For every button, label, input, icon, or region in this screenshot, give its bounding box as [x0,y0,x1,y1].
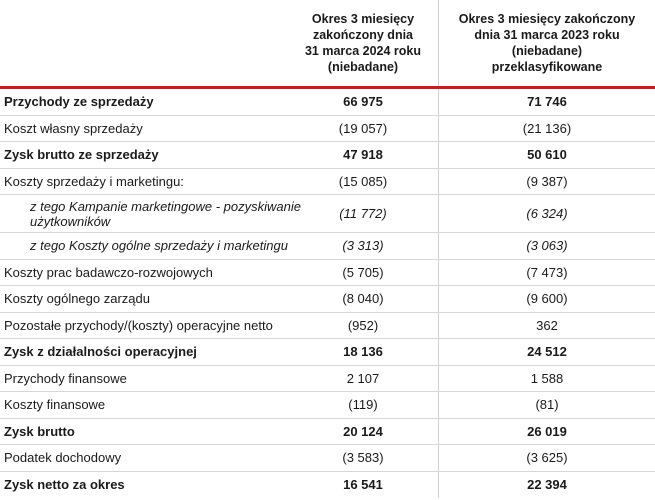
table-row [0,472,655,499]
value-2023: (3 063) [438,233,655,259]
value-2024: (119) [348,397,378,413]
value-2024: 66 975 [343,94,383,110]
value-2024: (3 313) [342,238,384,254]
row-label: Przychody finansowe [4,370,127,386]
value-2023: 50 610 [438,142,655,168]
value-2024: 16 541 [343,477,383,493]
value-2023: (9 387) [438,169,655,195]
value-2024: (19 057) [338,120,388,136]
value-2023: (7 473) [438,260,655,286]
table-body [0,89,655,498]
value-2024: (5 705) [342,264,384,280]
row-label: Zysk z działalności operacyjnej [4,344,197,360]
row-label: Zysk netto za okres [4,477,125,493]
row-label: Koszty ogólnego zarządu [4,291,150,307]
table-row [0,366,655,393]
value-2024: 47 918 [343,147,383,163]
value-2023: (21 136) [438,116,655,142]
row-label: Przychody ze sprzedaży [4,94,154,110]
table-row [0,286,655,313]
row-label: Koszty prac badawczo-rozwojowych [4,264,213,280]
row-label: Podatek dochodowy [4,450,122,466]
row-label: Pozostałe przychody/(koszty) operacyjne netto [4,317,273,333]
table-row [0,313,655,340]
row-label: Koszt własny sprzedaży [4,120,143,136]
table-row [0,392,655,419]
table-row [0,445,655,472]
table-row [0,142,655,169]
table-row [0,339,655,366]
value-2023: 22 394 [438,472,655,499]
value-2024: (8 040) [342,291,384,307]
value-2023: 1 588 [438,366,655,392]
value-2024: (952) [347,317,379,333]
value-2023: (81) [438,392,655,418]
value-2024: (15 085) [338,173,388,189]
header-col-2023: Okres 3 miesięcy zakończony dnia 31 marca 2023 roku (niebadane) przeklasyfikowane [438,0,655,86]
table-row [0,195,655,233]
row-label: Koszty finansowe [4,397,106,413]
table-row [0,116,655,143]
value-2023: 26 019 [438,419,655,445]
value-2024: (11 772) [339,206,387,221]
header-col-2024: Okres 3 miesięcy zakończony dnia 31 marca 2024 roku (niebadane) [304,12,422,74]
table-row [0,89,655,116]
row-label: z tego Kampanie marketingowe - pozyskiwanie użytkowników [30,198,301,229]
table-header [0,0,655,86]
table-row [0,260,655,287]
value-2024: 2 107 [346,370,380,386]
value-2023: 362 [438,313,655,339]
row-label: Zysk brutto [4,423,75,439]
value-2023: (9 600) [438,286,655,312]
table-row [0,419,655,446]
table-row [0,169,655,196]
value-2023: (6 324) [438,195,655,232]
row-label: Koszty sprzedaży i marketingu: [4,173,184,189]
value-2023: 24 512 [438,339,655,365]
value-2024: 20 124 [343,423,383,439]
table-row [0,233,655,260]
value-2024: (3 583) [342,450,384,466]
value-2023: 71 746 [438,89,655,115]
value-2024: 18 136 [343,344,383,360]
value-2023: (3 625) [438,445,655,471]
row-label: Zysk brutto ze sprzedaży [4,147,159,163]
row-label: z tego Koszty ogólne sprzedaży i marketingu [30,238,288,254]
